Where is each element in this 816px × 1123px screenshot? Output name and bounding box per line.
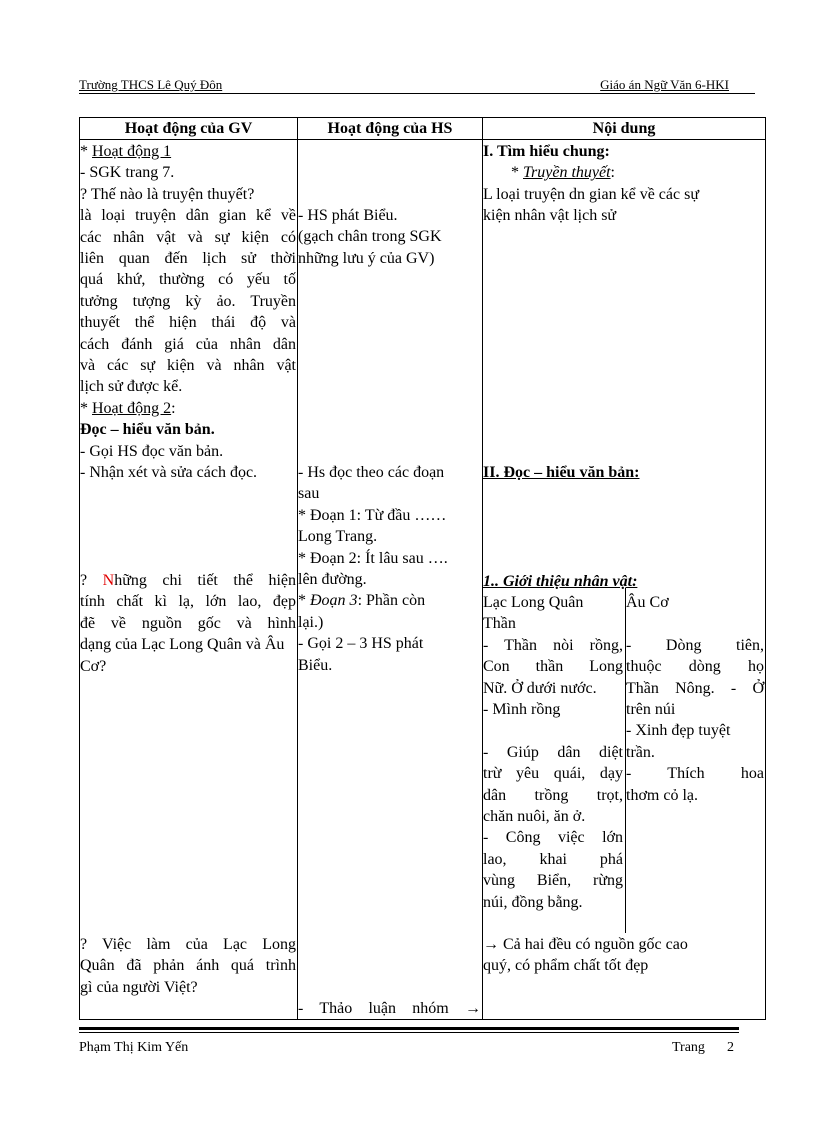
auco-line: trên núi (626, 701, 676, 719)
doan-3-rest: : Phần còn (357, 592, 426, 610)
gv-activity2 (80, 398, 296, 419)
gv-question-2 (80, 934, 296, 998)
gv-line: đẽ về nguồn gốc và hình (80, 614, 296, 632)
auco-line: - Xinh đẹp tuyệt (626, 722, 731, 740)
page-number: 2 (726, 1040, 734, 1055)
llq-line: chăn nuôi, ăn ở. (483, 808, 586, 826)
gv-line: dạng của Lạc Long Quân và Âu Cơ? (80, 636, 285, 675)
llq-line: Con thần Long (483, 658, 623, 676)
hs-line: - Gọi 2 – 3 HS phát (298, 635, 424, 653)
gv-column (80, 141, 296, 484)
gv-line: - SGK trang 7. (80, 164, 175, 182)
hs-line: Biểu. (298, 656, 333, 674)
doc-hieu-heading: Đọc – hiểu văn bản. (80, 421, 215, 439)
gv-line: và các sự kiện và nhân vật (80, 357, 296, 375)
section-1-heading: I. Tìm hiểu chung: (483, 143, 610, 160)
gv-line: gì của người Việt? (80, 978, 198, 996)
red-letter: N (102, 572, 115, 589)
q-mark: ? (80, 572, 103, 589)
activity-2-title: Hoạt động 2 (92, 399, 172, 417)
hs-thao-luan: - Thảo luận nhóm → (298, 1000, 481, 1017)
gv-activity1 (80, 141, 296, 162)
conclusion (483, 934, 765, 977)
hs-line: những lưu ý của GV) (298, 249, 435, 267)
page-header (79, 77, 755, 94)
auco-name: Âu Cơ (626, 594, 669, 611)
gv-line: - Nhận xét và sửa cách đọc. (80, 464, 258, 482)
llq-line: - Công việc lớn (483, 829, 623, 847)
star: * (80, 399, 92, 417)
gv-q1-first (80, 570, 296, 591)
auco-line: - Thích hoa (626, 765, 764, 783)
conclusion-line: → Cả hai đều có nguồn gốc cao (483, 936, 688, 953)
llq-line: Thần (483, 615, 516, 633)
page-label: Trang (672, 1040, 705, 1055)
section-3-heading: 1.. Giới thiệu nhân vật: (483, 573, 638, 590)
nd-line: kiện nhân vật lịch sử (483, 207, 617, 225)
hs-line: lại.) (298, 613, 324, 631)
spacer (483, 720, 623, 741)
llq-line: trừ yêu quái, dạy (483, 765, 623, 783)
llq-line: núi, đồng bằng. (483, 893, 583, 911)
gv-line: - Gọi HS đọc văn bản. (80, 442, 224, 460)
auco-line: - Dòng tiên, (626, 636, 764, 654)
hs-column-top (298, 205, 481, 269)
hs-line: - Hs đọc theo các đoạn (298, 464, 445, 481)
spacer (626, 613, 764, 634)
header-hs: Hoạt động của HS (298, 118, 482, 140)
hs-line: Long Trang. (298, 528, 378, 546)
auco-column (626, 592, 764, 806)
section-2-heading: II. Đọc – hiểu văn bản: (483, 464, 640, 481)
nd-line: L loại truyện dn gian kể về các sự (483, 185, 699, 203)
q1-rest: hững chi tiết thể hiện (114, 572, 296, 589)
gv-question: ? Thế nào là truyện thuyết? (80, 185, 255, 203)
llq-column (483, 592, 623, 913)
gv-line: lịch sử được kể. (80, 378, 183, 396)
truyen-thuyet-label: Truyền thuyết (523, 164, 611, 182)
gv-line: Quân đã phản ánh quá trình (80, 957, 296, 975)
colon: : (610, 164, 615, 182)
llq-line: Nữ. Ở dưới nước. (483, 679, 597, 697)
gv-line: các nhân vật và sự kiện có (80, 228, 296, 246)
llq-line: lao, khai phá (483, 850, 623, 868)
gv-line: là loại truyện dân gian kể về (80, 207, 296, 225)
hs-line: sau (298, 485, 320, 503)
gv-line: ? Việc làm của Lạc Long (80, 936, 296, 953)
llq-line: vùng Biển, rừng (483, 872, 623, 890)
header-noi-dung: Nội dung (483, 118, 765, 140)
hs-column-reading (298, 462, 481, 676)
footer-page (672, 1040, 734, 1056)
hs-line: - HS phát Biểu. (298, 207, 398, 224)
colon: : (171, 399, 176, 417)
hs-line: (gạch chân trong SGK (298, 228, 442, 246)
auco-line: trần. (626, 743, 655, 761)
gv-line: cách đánh giá của nhân dân (80, 335, 296, 353)
star: * (80, 143, 92, 160)
llq-line: - Mình rồng (483, 701, 561, 719)
llq-line: dân trồng trọt, (483, 786, 623, 804)
doan-3-label: Đoạn 3 (310, 592, 358, 610)
auco-line: Thần Nông. - Ở (626, 679, 764, 697)
hs-line: lên đường. (298, 571, 367, 589)
nd-truyen-thuyet (483, 162, 765, 183)
gv-question-1 (80, 570, 296, 677)
hs-doan3 (298, 590, 481, 611)
star: * (298, 592, 310, 610)
gv-line: tính chất kì lạ, lớn lao, đẹp (80, 593, 296, 611)
llq-line: - Thần nòi rồng, (483, 636, 623, 654)
lesson-table (79, 117, 766, 1020)
gv-line: liên quan đến lịch sử thời (80, 250, 296, 268)
school-name: Trường THCS Lê Quý Đôn (79, 77, 223, 92)
gv-line: thuyết thể hiện thái độ và (80, 314, 296, 332)
header-gv: Hoạt động của GV (80, 118, 297, 140)
llq-name: Lạc Long Quân (483, 594, 584, 611)
auco-line: thuộc dòng họ (626, 658, 764, 676)
gv-line: quá khứ, thường có yếu tố (80, 271, 296, 289)
footer-author: Phạm Thị Kim Yến (79, 1040, 189, 1055)
footer-rule-thick (79, 1027, 739, 1030)
footer-rule-thin (79, 1032, 739, 1033)
gv-line: tưởng tượng kỳ ảo. Truyền (80, 292, 296, 310)
conclusion-line: quý, có phẩm chất tốt đẹp (483, 957, 649, 975)
star: * (511, 164, 523, 182)
hs-line: * Đoạn 2: Ít lâu sau …. (298, 549, 448, 567)
nd-column-top (483, 141, 765, 227)
auco-line: thơm cỏ lạ. (626, 786, 698, 804)
llq-line: - Giúp dân diệt (483, 743, 623, 761)
activity-1-title: Hoạt động 1 (92, 143, 172, 160)
subject-title: Giáo án Ngữ Văn 6-HKI (600, 77, 729, 92)
hs-line: * Đoạn 1: Từ đầu …… (298, 506, 447, 524)
